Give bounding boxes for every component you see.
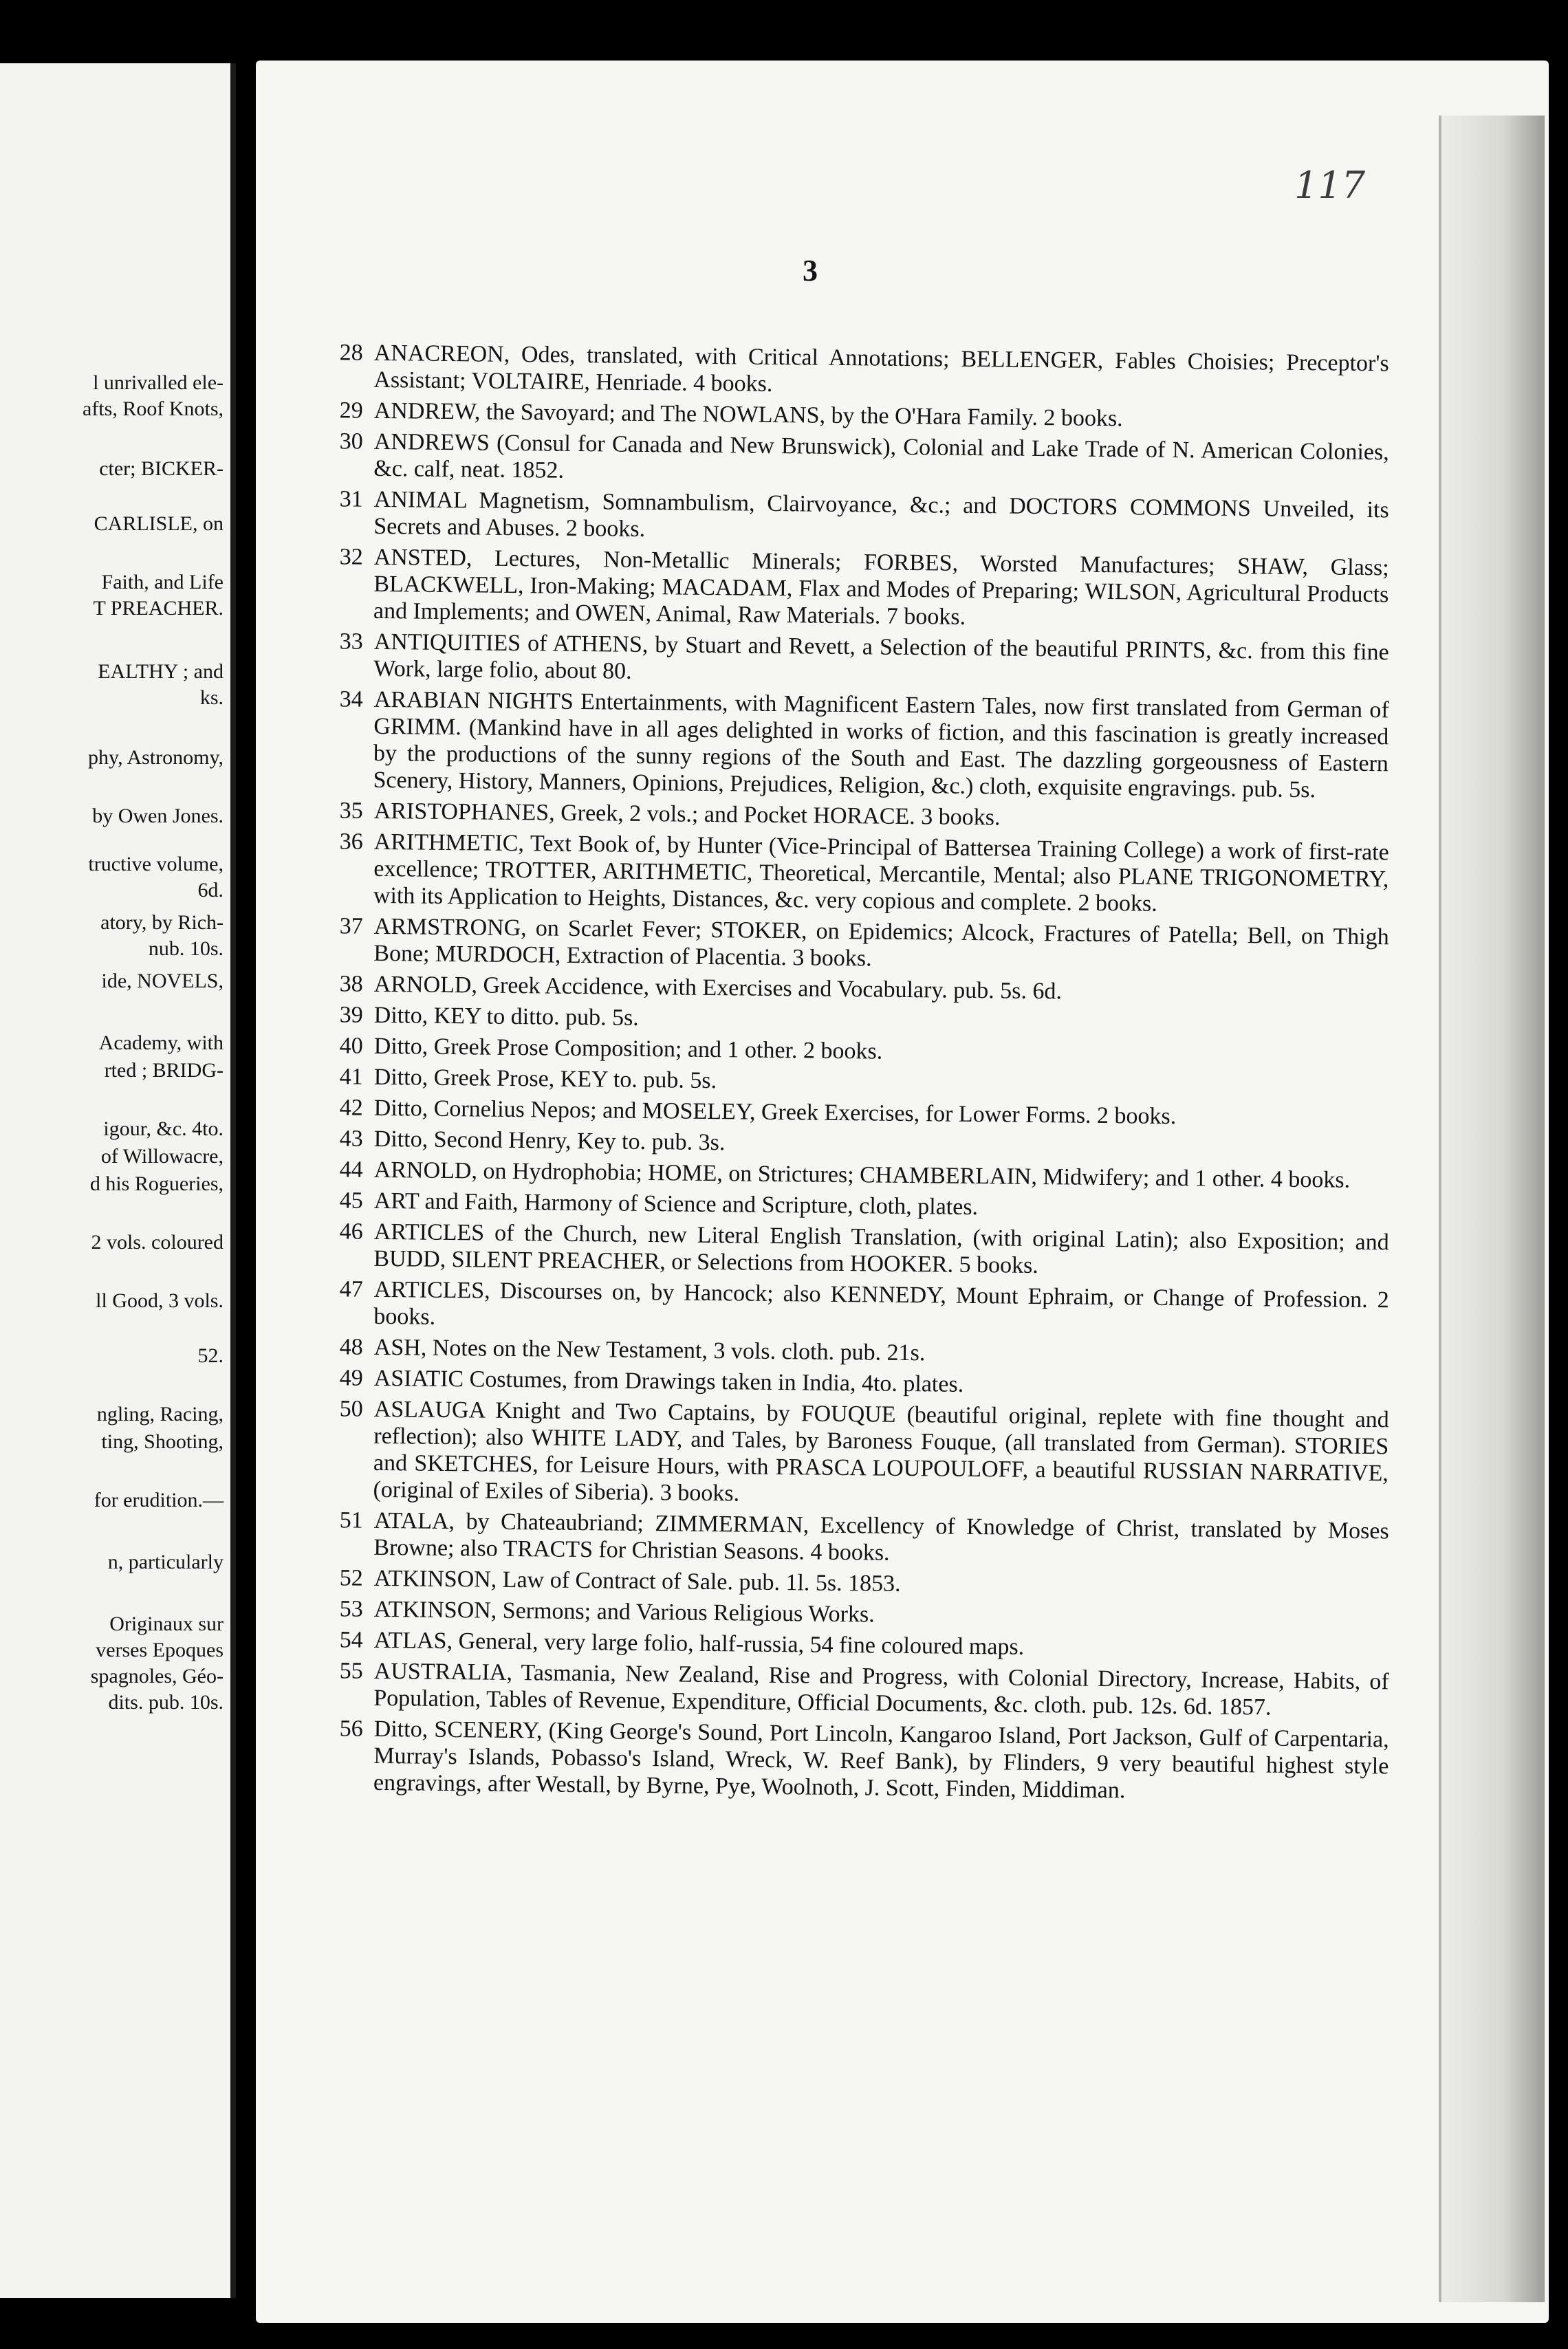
left-margin-line: verses Epoques [96,1639,224,1661]
entry-text: ATKINSON, Sermons; and Various Religious Works. [373,1596,875,1628]
entry-text: ANIMAL Magnetism, Somnambulism, Clairvoyance, &c.; and DOCTORS COMMONS Unveiled, its Secrets and Abuses. 2 books. [373,486,1389,543]
entry-number: 35 [339,798,363,824]
left-margin-line: Academy, with [98,1031,224,1054]
entry-text: ARTICLES of the Church, new Literal English Translation, (with original Latin); also Exposition; and BUDD, SILENT PREACHER, or Selections from HOOKER. 5 books. [373,1219,1389,1278]
left-margin-line: dits. pub. 10s. [108,1691,224,1714]
left-margin-line: ide, NOVELS, [101,970,224,992]
entry-number: 50 [339,1396,363,1422]
entry-number: 30 [339,428,363,455]
handwritten-page-mark: 117 [1294,164,1366,207]
left-margin-line: ting, Shooting, [101,1430,224,1453]
catalogue-entry [316,1657,1389,1722]
entry-text: Ditto, Second Henry, Key to. pub. 3s. [373,1126,726,1156]
entry-number: 47 [339,1276,363,1302]
entry-number: 44 [339,1157,363,1183]
entry-text: ARISTOPHANES, Greek, 2 vols.; and Pocket HORACE. 3 books. [373,798,1001,831]
catalogue-entry [316,1218,1389,1282]
entry-number: 33 [339,629,363,655]
entry-text: ASH, Notes on the New Testament, 3 vols. cloth. pub. 21s. [373,1334,926,1366]
catalogue-entry [316,339,1389,404]
left-margin-line: afts, Roof Knots, [83,397,224,420]
catalogue-entry [316,828,1389,919]
entry-text: ATALA, by Chateaubriand; ZIMMERMAN, Excellency of Knowledge of Christ, translated by Moses Browne; also TRACTS for Christian Seasons. 4 books. [373,1507,1389,1566]
entry-text: ARTICLES, Discourses on, by Hancock; also KENNEDY, Mount Ephraim, or Change of Profession. 2 books. [373,1276,1389,1330]
left-margin-line: igour, &c. 4to. [103,1117,224,1140]
left-margin-line: phy, Astronomy, [88,746,224,769]
entry-number: 48 [339,1334,363,1360]
entry-number: 45 [339,1188,363,1214]
entry-number: 36 [339,829,363,855]
left-margin-line: Originaux sur [109,1613,224,1635]
entry-text: ARNOLD, Greek Accidence, with Exercises and Vocabulary. pub. 5s. 6d. [373,971,1063,1005]
catalogue-entry [316,913,1389,977]
catalogue-entry [316,1715,1389,1806]
entry-text: ANSTED, Lectures, Non-Metallic Minerals; FORBES, Worsted Manufactures; SHAW, Glass; BLACKWELL, Iron-Making; MACADAM, Flax and Modes of Preparing; WILSON, Agricultural Products and Implements; and OWEN, Animal, Raw Materials. 7 books. [373,544,1389,630]
entry-text: ANDREW, the Savoyard; and The NOWLANS, by the O'Hara Family. 2 books. [373,397,1123,432]
entry-number: 37 [339,913,363,939]
left-margin-line: nub. 10s. [148,937,224,960]
entry-number: 28 [339,340,363,366]
page-number: 3 [803,254,818,287]
entry-number: 40 [339,1033,363,1059]
entry-number: 42 [339,1095,363,1121]
entry-text: Ditto, Greek Prose, KEY to. pub. 5s. [373,1064,717,1094]
entry-text: ARMSTRONG, on Scarlet Fever; STOKER, on Epidemics; Alcock, Fractures of Patella; Bell, on Thigh Bone; MURDOCH, Extraction of Placentia. 3 books. [373,913,1389,972]
left-margin-line: l unrivalled ele- [93,371,224,394]
entry-number: 51 [339,1507,363,1533]
entry-number: 55 [339,1658,363,1684]
entry-text: ANACREON, Odes, translated, with Critical Annotations; BELLENGER, Fables Choisies; Preceptor's Assistant; VOLTAIRE, Henriade. 4 books. [373,340,1389,397]
left-margin-line: 52. [197,1344,224,1367]
entry-number: 32 [339,544,363,570]
left-margin-line: ngling, Racing, [96,1403,224,1425]
right-page [256,61,1549,2323]
entry-text: Ditto, KEY to ditto. pub. 5s. [373,1002,639,1031]
entry-number: 43 [339,1126,363,1152]
entry-number: 41 [339,1064,363,1090]
entry-number: 56 [339,1716,363,1742]
left-margin-line: d his Rogueries, [89,1172,224,1195]
left-margin-line: tructive volume, [88,853,224,875]
left-margin-line: ll Good, 3 vols. [96,1289,224,1312]
left-margin-line: of Willowacre, [100,1145,224,1168]
left-margin-line: 6d. [197,879,224,902]
entry-number: 54 [339,1627,363,1653]
entry-text: ANDREWS (Consul for Canada and New Brunswick), Colonial and Lake Trade of N. American Colonies, &c. calf, neat. 1852. [373,428,1389,483]
catalogue-entries [316,339,1389,1804]
entry-number: 39 [339,1002,363,1028]
left-margin-line: n, particularly [107,1551,224,1573]
catalogue-entry [316,628,1389,692]
entry-text: ART and Faith, Harmony of Science and Scripture, cloth, plates. [373,1188,979,1221]
entry-text: ASIATIC Costumes, from Drawings taken in India, 4to. plates. [373,1365,964,1397]
catalogue-entry [316,1507,1389,1571]
entry-text: ARABIAN NIGHTS Entertainments, with Magnificent Eastern Tales, now first translated from German of GRIMM. (Mankind have in all ages delighted in works of fiction, and this fascination is greatly increased by the productions of the sunny regions of the South and East. The dazzling gorgeousness of Eastern Scenery, History, Manners, Opinions, Prejudices, Religion, &c.) cloth, exquisite engravings. pub. 5s. [373,686,1389,803]
entry-text: ATKINSON, Law of Contract of Sale. pub. 1l. 5s. 1853. [373,1565,901,1597]
entry-text: ANTIQUITIES of ATHENS, by Stuart and Revett, a Selection of the beautiful PRINTS, &c. from this fine Work, large folio, about 80. [373,629,1389,684]
left-margin-line: T PREACHER. [93,597,224,620]
left-margin-line: EALTHY ; and [98,660,224,683]
left-margin-line: 2 vols. coloured [91,1231,224,1254]
entry-text: ARNOLD, on Hydrophobia; HOME, on Strictures; CHAMBERLAIN, Midwifery; and 1 other. 4 books. [373,1157,1351,1193]
left-margin-line: rted ; BRIDG- [104,1059,224,1082]
left-margin-line: for erudition.— [94,1489,224,1511]
entry-number: 46 [339,1219,363,1245]
left-page [0,63,236,2298]
page-edge [1439,116,1545,2302]
entry-text: Ditto, SCENERY, (King George's Sound, Port Lincoln, Kangaroo Island, Port Jackson, Gulf of Carpentaria, Murray's Islands, Pobasso's Island, Wreck, W. Reef Bank), by Flinders, 9 very beautiful highest style engravings, after Westall, by Byrne, Pye, Woolnoth, J. Scott, Finden, Middiman. [373,1716,1389,1804]
entry-text: ARITHMETIC, Text Book of, by Hunter (Vice-Principal of Battersea Training College) a work of first-rate excellence; TROTTER, ARITHMETIC, Theoretical, Mercantile, Mental; also PLANE TRIGONOMETRY, with its Application to Heights, Distances, &c. very copious and complete. 2 books. [373,829,1389,917]
entry-number: 38 [339,971,363,997]
left-margin-line: atory, by Rich- [100,911,224,934]
left-margin-line: CARLISLE, on [94,512,224,535]
catalogue-entry [316,543,1389,635]
entry-number: 52 [339,1565,363,1591]
entry-number: 29 [339,397,363,424]
entry-number: 49 [339,1365,363,1391]
catalogue-entry [316,428,1389,492]
entry-text: ATLAS, General, very large folio, half-russia, 54 fine coloured maps. [373,1627,1025,1660]
left-margin-line: ks. [199,686,224,709]
entry-text: ASLAUGA Knight and Two Captains, by FOUQUE (beautiful original, replete with fine thought and reflection); also WHITE LADY, and Tales, by Baroness Fouque, (all translated from German). STORIES and SKETCHES, for Leisure Hours, with PRASCA LOUPOULOFF, a beautiful RUSSIAN NARRATIVE, (original of Exiles of Siberia). 3 books. [373,1396,1389,1507]
left-margin-line: Faith, and Life [101,571,224,593]
left-margin-line: cter; BICKER- [99,457,224,480]
entry-text: Ditto, Cornelius Nepos; and MOSELEY, Greek Exercises, for Lower Forms. 2 books. [373,1095,1177,1130]
entry-text: Ditto, Greek Prose Composition; and 1 other. 2 books. [373,1033,883,1064]
catalogue-entry [315,1395,1389,1514]
entry-number: 53 [339,1596,363,1622]
entry-number: 34 [339,686,363,712]
catalogue-entry [316,1276,1389,1340]
entry-number: 31 [339,486,363,512]
left-margin-line: spagnoles, Géo- [90,1665,224,1687]
entry-text: AUSTRALIA, Tasmania, New Zealand, Rise and Progress, with Colonial Directory, Increase, Habits, of Population, Tables of Revenue, Expenditure, Official Documents, &c. cloth. pub. 12s. 6d. 1857. [373,1658,1389,1720]
catalogue-entry [315,686,1389,804]
left-margin-line: by Owen Jones. [92,805,224,827]
catalogue-entry [316,485,1389,550]
